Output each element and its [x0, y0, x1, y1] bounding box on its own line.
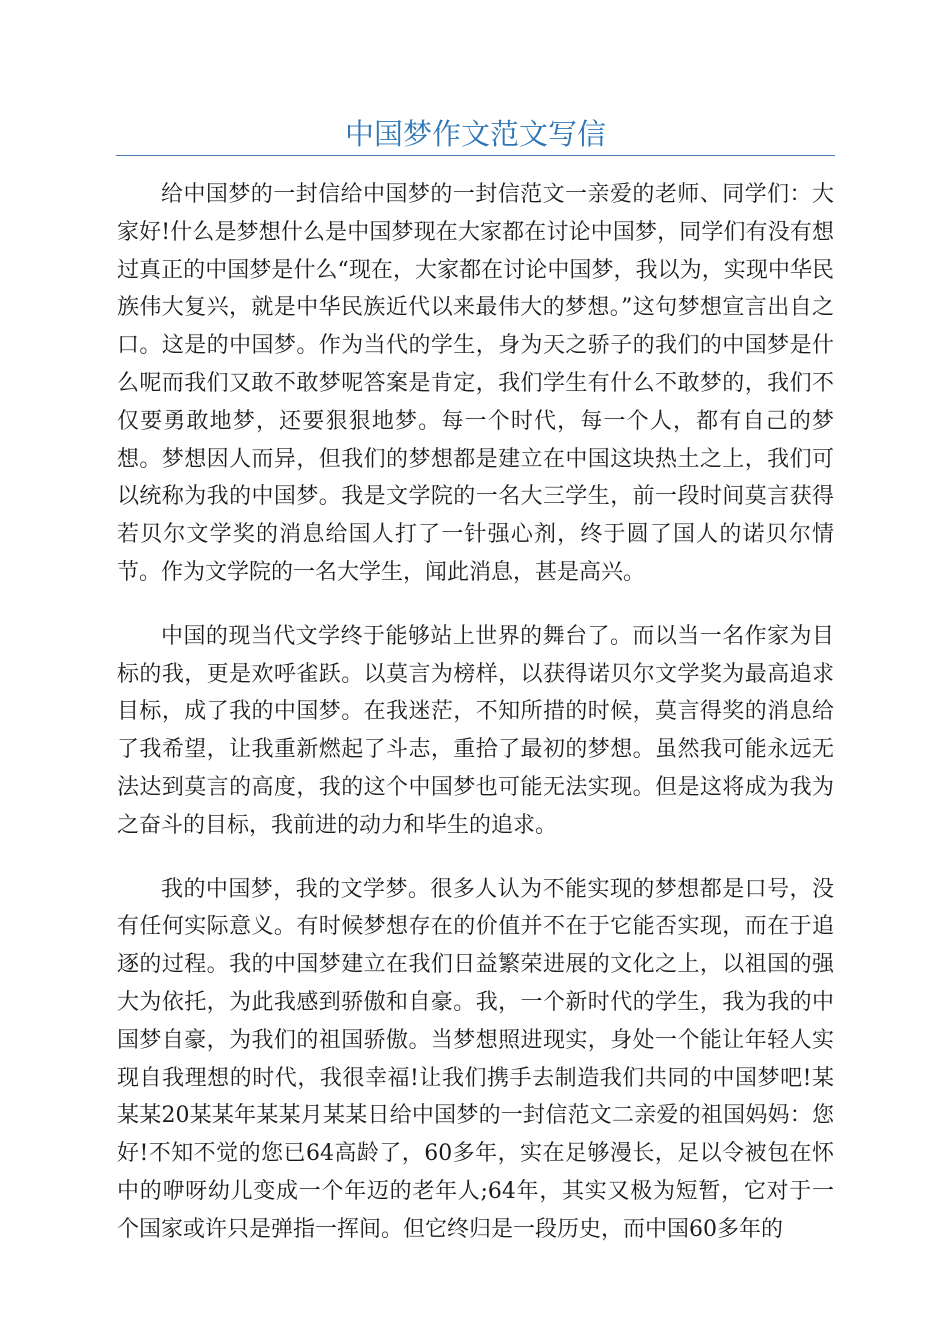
paragraph-3: 我的中国梦，我的文学梦。很多人认为不能实现的梦想都是口号，没有任何实际意义。有时候梦想存在的价值并不在于它能否实现，而在于追逐的过程。我的中国梦建立在我们日益繁荣进展的文化之上，以祖国的强大为依托，为此我感到骄傲和自豪。我，一个新时代的学生，我为我的中国梦自豪，为我们的祖国骄傲。当梦想照进现实，身处一个能让年轻人实现自我理想的时代，我很幸福!让我们携手去制造我们共同的中国梦吧!某某某20某某年某某月某某日给中国梦的一封信范文二亲爱的祖国妈妈：您好!不知不觉的您已64高龄了，60多年，实在足够漫长，足以令被包在怀中的咿呀幼儿变成一个年迈的老年人;64年，其实又极为短暂，它对于一个国家或许只是弹指一挥间。但它终归是一段历史，而中国60多年的 — [117, 876, 834, 1242]
document-title: 中国梦作文范文写信 — [344, 117, 606, 151]
paragraph-2: 中国的现当代文学终于能够站上世界的舞台了。而以当一名作家为目标的我，更是欢呼雀跃。以莫言为榜样，以获得诺贝尔文学奖为最高追求目标，成了我的中国梦。在我迷茫，不知所措的时候，莫言得奖的消息给了我希望，让我重新燃起了斗志，重拾了最初的梦想。虽然我可能永远无法达到莫言的高度，我的这个中国梦也可能无法实现。但是这将成为我为之奋斗的目标，我前进的动力和毕生的追求。 — [117, 623, 834, 838]
paragraph-1: 给中国梦的一封信给中国梦的一封信范文一亲爱的老师、同学们：大家好!什么是梦想什么是中国梦现在大家都在讨论中国梦，同学们有没有想过真正的中国梦是什么“现在，大家都在讨论中国梦，我以为，实现中华民族伟大复兴，就是中华民族近代以来最伟大的梦想。”这句梦想宣言出自之口。这是的中国梦。作为当代的学生，身为天之骄子的我们的中国梦是什么呢而我们又敢不敢梦呢答案是肯定，我们学生有什么不敢梦的，我们不仅要勇敢地梦，还要狠狠地梦。每一个时代，每一个人，都有自己的梦想。梦想因人而异，但我们的梦想都是建立在中国这块热土之上，我们可以统称为我的中国梦。我是文学院的一名大三学生，前一段时间莫言获得若贝尔文学奖的消息给国人打了一针强心剂，终于圆了国人的诺贝尔情节。作为文学院的一名大学生，闻此消息，甚是高兴。 — [117, 182, 834, 585]
title-underline — [116, 155, 835, 156]
document-body — [117, 176, 834, 1249]
